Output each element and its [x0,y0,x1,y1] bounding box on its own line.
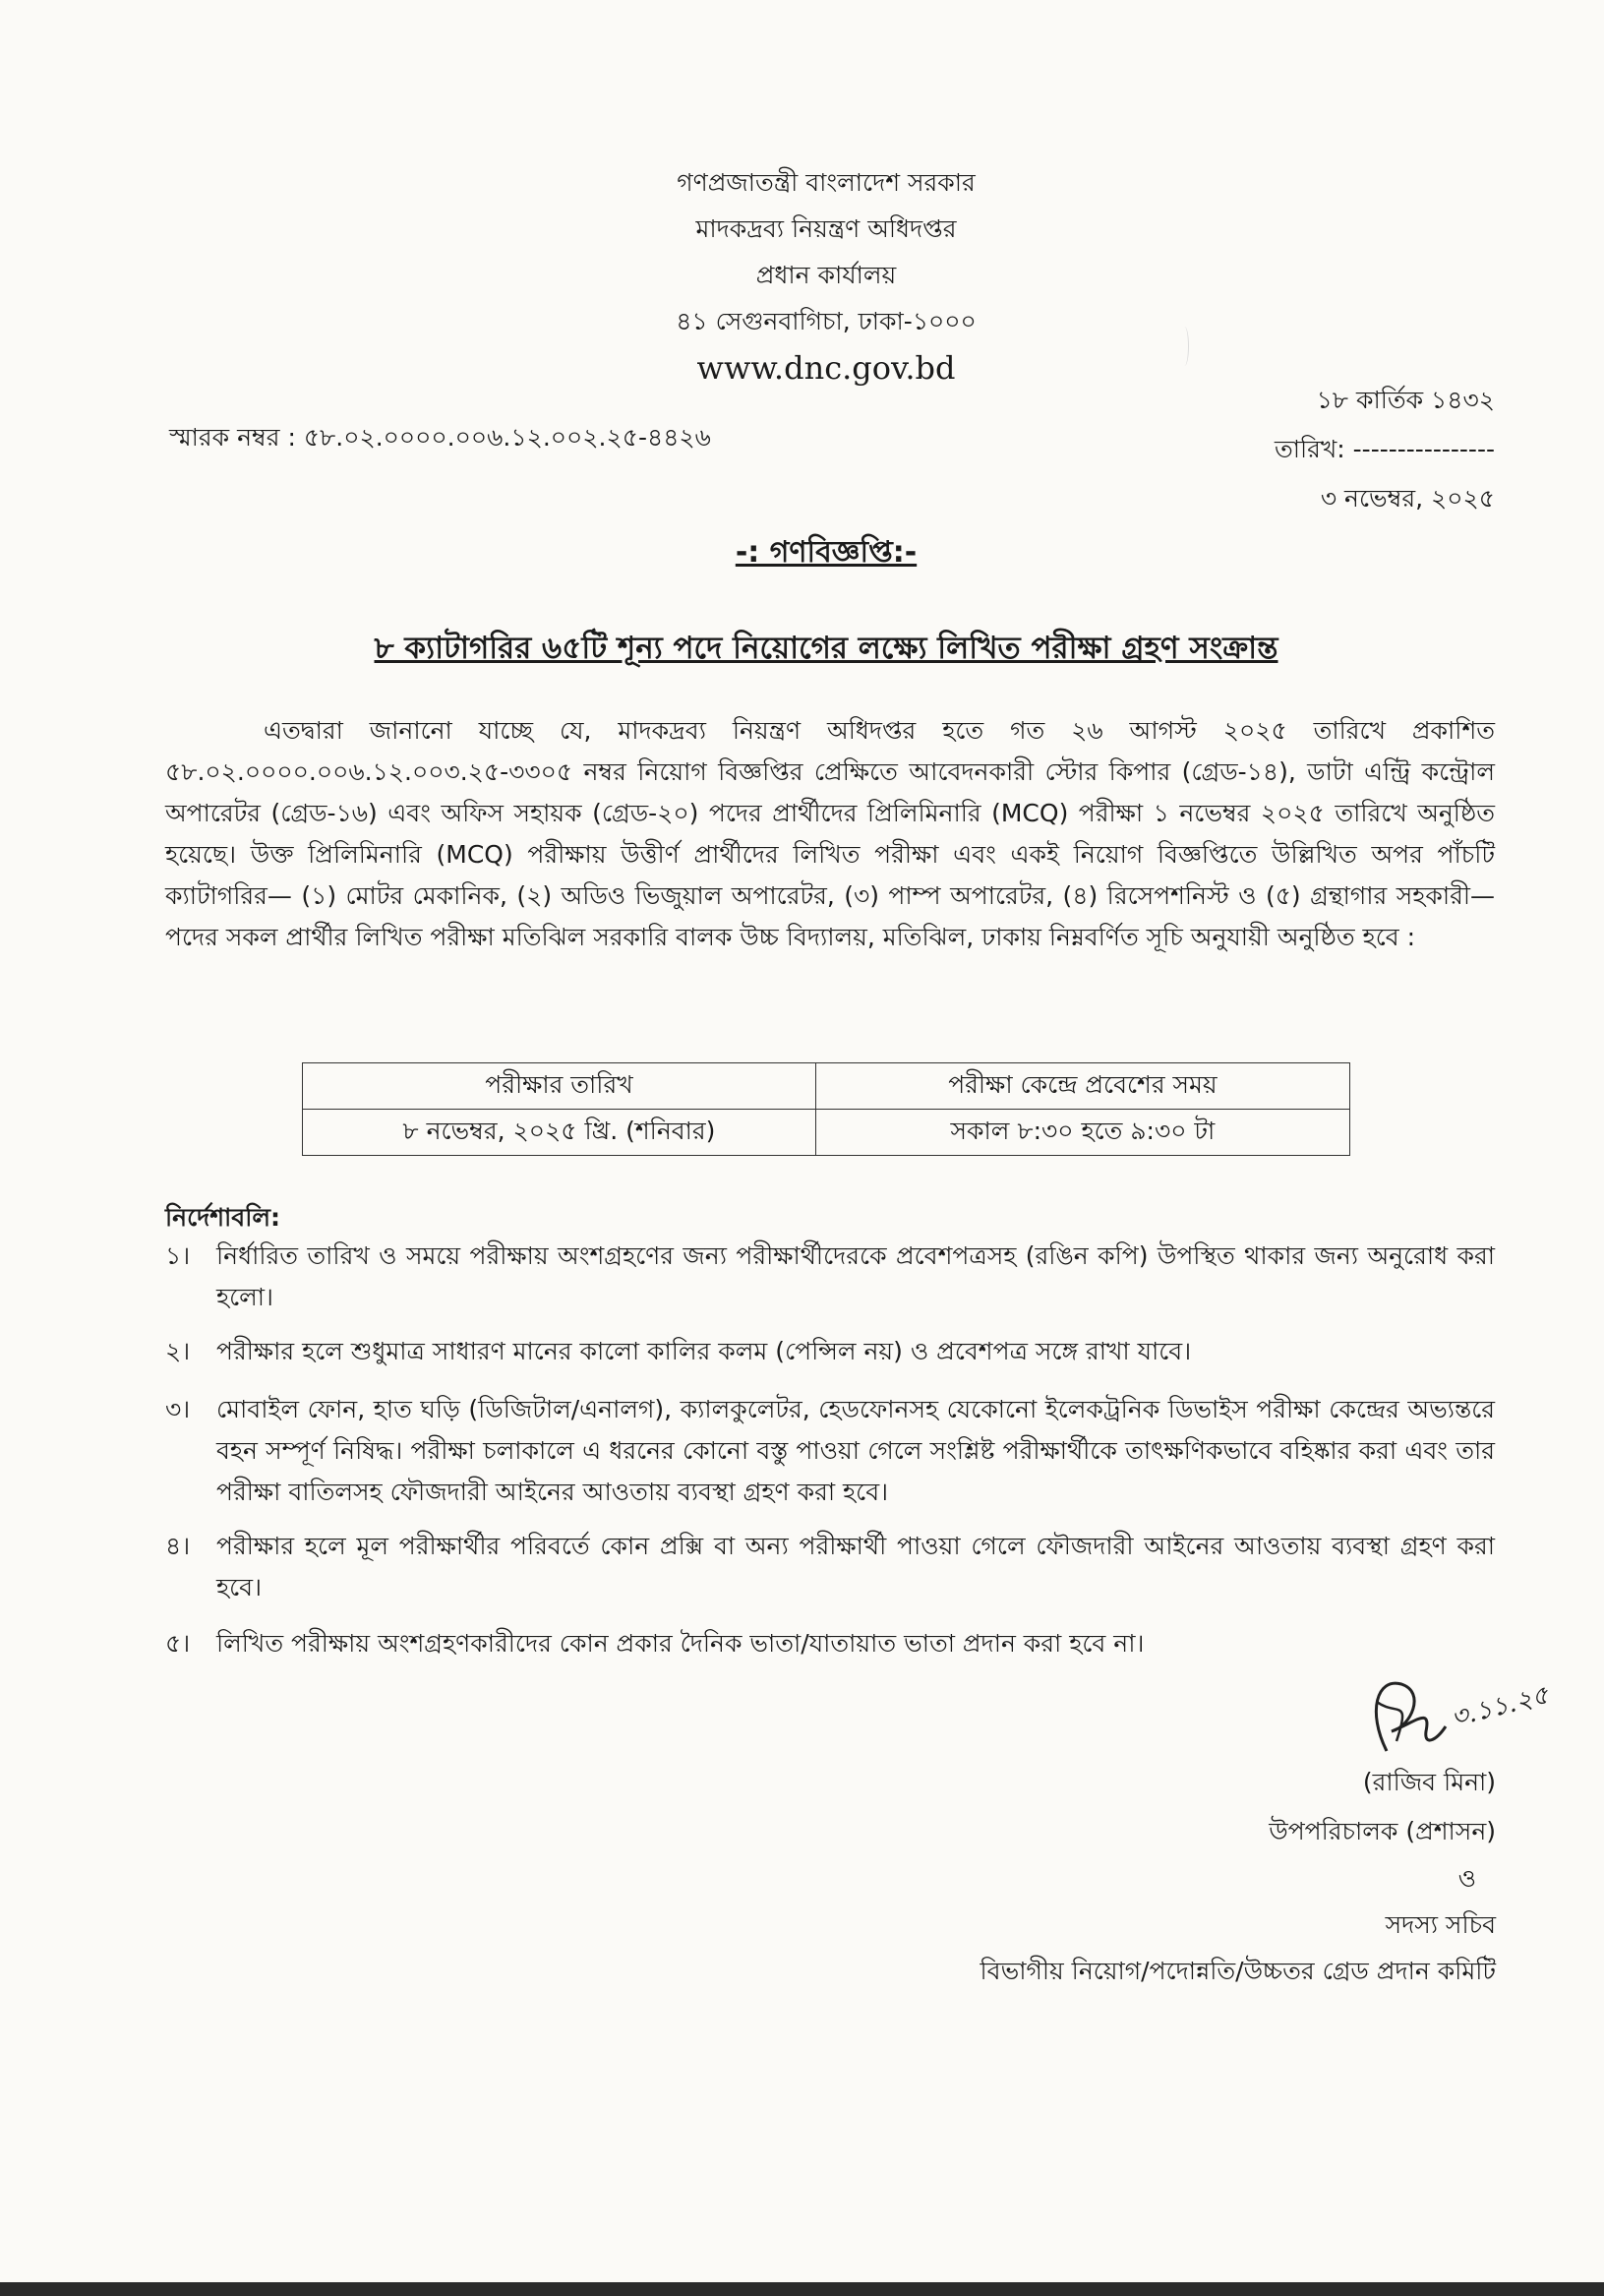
table-header-date: পরীক্ষার তারিখ [303,1063,816,1110]
notice-heading: -: গণবিজ্ঞপ্তি:- [735,535,918,570]
memo-number: স্মারক নম্বর : ৫৮.০২.০০০০.০০৬.১২.০০২.২৫-৪৪২৬ [169,423,711,452]
instruction-number: ৩। [165,1395,191,1423]
date-english: ৩ নভেম্বর, ২০২৫ [1320,484,1495,513]
instruction-item [165,1236,1495,1318]
notice-body: এতদ্বারা জানানো যাচ্ছে যে, মাদকদ্রব্য নিয়ন্ত্রণ অধিদপ্তর হতে গত ২৬ আগস্ট ২০২৫ তারিখে প্রকাশিত ৫৮.০২.০০০০.০০৬.১২.০০৩.২৫-৩৩০৫ নম্বর নিয়োগ বিজ্ঞপ্তির প্রেক্ষিতে আবেদনকারী স্টোর কিপার (গ্রেড-১৪), ডাটা এন্ট্রি কন্ট্রোল অপারেটর (গ্রেড-১৬) এবং অফিস সহায়ক (গ্রেড-২০) পদের প্রার্থীদের প্রিলিমিনারি (MCQ) পরীক্ষা ১ নভেম্বর ২০২৫ তারিখে অনুষ্ঠিত হয়েছে। উক্ত প্রিলিমিনারি (MCQ) পরীক্ষায় উত্তীর্ণ প্রার্থীদের লিখিত পরীক্ষা এবং একই নিয়োগ বিজ্ঞপ্তিতে উল্লিখিত অপর পাঁচটি ক্যাটাগরির— (১) মোটর মেকানিক, (২) অডিও ভিজুয়াল অপারেটর, (৩) পাম্প অপারেটর, (৪) রিসেপশনিস্ট ও (৫) গ্রন্থাগার সহকারী— পদের সকল প্রার্থীর লিখিত পরীক্ষা মতিঝিল সরকারি বালক উচ্চ বিদ্যালয়, মতিঝিল, ঢাকায় নিম্নবর্ণিত সূচি অনুযায়ী অনুষ্ঠিত হবে : [165,716,1495,951]
signatory-conjunction: ও [1457,1864,1476,1893]
instruction-item [165,1389,1495,1513]
signatory-name: (রাজিব মিনা) [1362,1768,1496,1796]
instructions-title: নির্দেশাবলি: [165,1203,280,1232]
instruction-number: ৪। [165,1532,191,1560]
instruction-text: লিখিত পরীক্ষায় অংশগ্রহণকারীদের কোন প্রকার দৈনিক ভাতা/যাতায়াত ভাতা প্রদান করা হবে না। [216,1629,1145,1658]
scan-edge [0,2282,1604,2296]
instruction-item [165,1526,1495,1608]
office-name: প্রধান কার্যালয় [755,261,897,289]
notice-subject: ৮ ক্যাটাগরির ৬৫টি শূন্য পদে নিয়োগের লক্ষ্যে লিখিত পরীক্ষা গ্রহণ সংক্রান্ত [374,631,1278,666]
instruction-text: নির্ধারিত তারিখ ও সময়ে পরীক্ষায় অংশগ্রহণের জন্য পরীক্ষার্থীদেরকে প্রবেশপত্রসহ (রঙিন কপি) উপস্থিত থাকার জন্য অনুরোধ করা হলো। [216,1241,1495,1311]
govt-name: গণপ্রজাতন্ত্রী বাংলাদেশ সরকার [677,168,976,197]
instruction-text: পরীক্ষার হলে শুধুমাত্র সাধারণ মানের কালো কালির কলম (পেন্সিল নয়) ও প্রবেশপত্র সঙ্গে রাখা যাবে। [216,1337,1192,1365]
table-header-time: পরীক্ষা কেন্দ্রে প্রবেশের সময় [815,1063,1349,1110]
exam-date-cell: ৮ নভেম্বর, ২০২৫ খ্রি. (শনিবার) [303,1110,816,1156]
instruction-item [165,1623,1495,1664]
table-header-row [303,1063,1350,1110]
signatory-role: সদস্য সচিব [1385,1910,1496,1939]
instruction-text: পরীক্ষার হলে মূল পরীক্ষার্থীর পরিবর্তে কোন প্রক্সি বা অন্য পরীক্ষার্থী পাওয়া গেলে ফৌজদারী আইনের আওতায় ব্যবস্থা গ্রহণ করা হবে। [216,1532,1495,1601]
instruction-item [165,1331,1495,1372]
signatory-designation: উপপরিচালক (প্রশাসন) [1269,1817,1496,1845]
instruction-text: মোবাইল ফোন, হাত ঘড়ি (ডিজিটাল/এনালগ), ক্যালকুলেটর, হেডফোনসহ যেকোনো ইলেকট্রনিক ডিভাইস পরীক্ষা কেন্দ্রের অভ্যন্তরে বহন সম্পূর্ণ নিষিদ্ধ। পরীক্ষা চলাকালে এ ধরনের কোনো বস্তু পাওয়া গেলে সংশ্লিষ্ট পরীক্ষার্থীকে তাৎক্ষণিকভাবে বহিষ্কার করা এবং তার পরীক্ষা বাতিলসহ ফৌজদারী আইনের আওতায় ব্যবস্থা গ্রহণ করা হবে। [216,1395,1495,1506]
table-row [303,1110,1350,1156]
date-block [1275,376,1495,523]
exam-schedule-table [302,1062,1350,1156]
date-label: তারিখ: ---------------- [1274,435,1495,463]
paper-fold-mark [1180,327,1189,366]
instruction-number: ১। [165,1241,191,1270]
instruction-number: ২। [165,1337,191,1365]
department-name: মাদকদ্রব্য নিয়ন্ত্রণ অধিদপ্তর [695,214,957,243]
office-address: ৪১ সেগুনবাগিচা, ঢাকা-১০০০ [676,307,977,335]
signature-date: ৩.১১.২৫ [1448,1680,1552,1733]
instruction-number: ৫। [165,1629,191,1658]
office-header [0,159,1604,392]
date-bangla: ১৮ কার্তিক ১৪৩২ [1316,386,1495,414]
signatory-committee: বিভাগীয় নিয়োগ/পদোন্নতি/উচ্চতর গ্রেড প্রদান কমিটি [980,1957,1496,1985]
website-link[interactable]: www.dnc.gov.bd [696,349,956,387]
entry-time-cell: সকাল ৮:৩০ হতে ৯:৩০ টা [815,1110,1349,1156]
